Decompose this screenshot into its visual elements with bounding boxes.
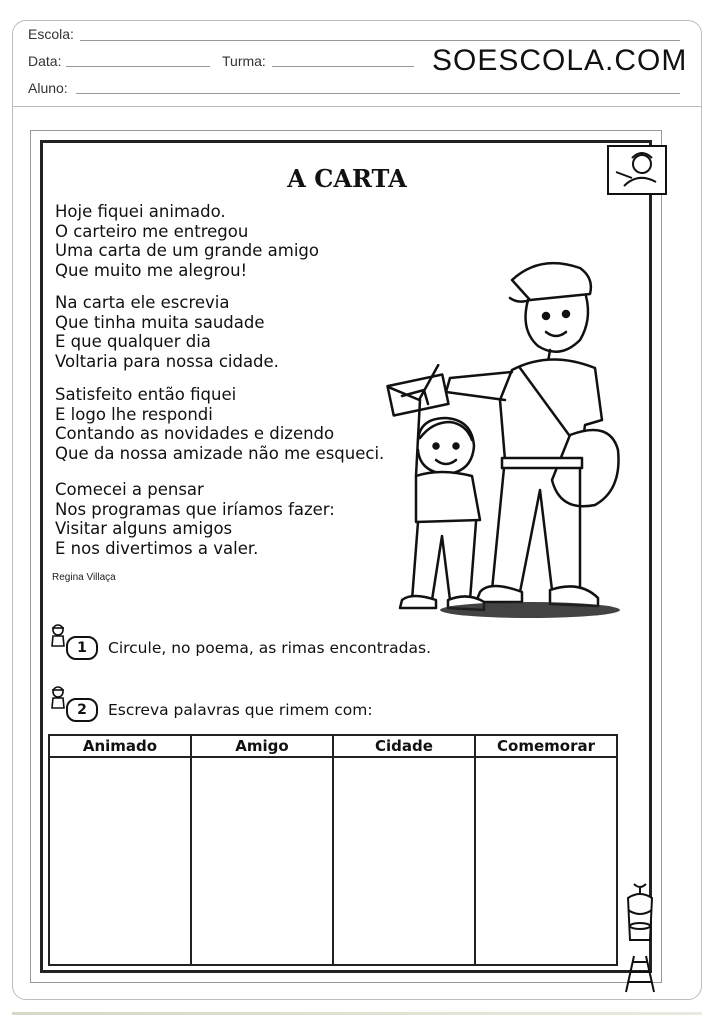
page-bottom-edge (12, 1012, 702, 1015)
poem-line: Que muito me alegrou! (55, 260, 248, 280)
mascot-icon (48, 622, 68, 648)
poem-line: Hoje fiquei animado. (55, 202, 226, 221)
poem-title: A CARTA (287, 164, 407, 193)
table-header-amigo: Amigo (192, 736, 334, 758)
answer-cell-animado[interactable] (50, 758, 192, 964)
poem-line: E logo lhe respondi (55, 404, 213, 424)
header-divider (12, 106, 702, 107)
question-2-text: Escreva palavras que rimem com: (108, 701, 373, 719)
stanza-1 (55, 202, 319, 280)
poem-line: Na carta ele escrevia (55, 293, 230, 312)
class-label: Turma: (222, 53, 266, 69)
boy-peeking-icon (604, 142, 670, 198)
stanza-3 (55, 385, 384, 463)
answer-cell-cidade[interactable] (334, 758, 476, 964)
class-field[interactable] (272, 66, 414, 67)
postman-with-boy-illustration (380, 250, 625, 630)
brand-logo: SOESCOLA.COM (432, 44, 688, 77)
question-1-number: 1 (66, 636, 98, 660)
poem-line: Que tinha muita saudade (55, 312, 265, 332)
poem-line: Comecei a pensar (55, 480, 204, 499)
date-label: Data: (28, 53, 62, 69)
poem-line: Que da nossa amizade não me esqueci. (55, 443, 385, 463)
school-field[interactable] (80, 40, 680, 41)
poem-author: Regina Villaça (52, 572, 116, 583)
date-field[interactable] (66, 66, 210, 67)
student-field[interactable] (76, 93, 680, 94)
stanza-2 (55, 293, 279, 371)
paint-bucket-icon (620, 880, 660, 950)
poem-line: E que qualquer dia (55, 332, 211, 351)
rhyme-table (48, 734, 618, 966)
poem-line: O carteiro me entregou (55, 221, 249, 241)
student-label: Aluno: (28, 80, 68, 96)
poem-line: Contando as novidades e dizendo (55, 424, 335, 443)
school-label: Escola: (28, 26, 74, 42)
answer-cell-amigo[interactable] (192, 758, 334, 964)
question-2 (50, 698, 373, 722)
table-header-cidade: Cidade (334, 736, 476, 758)
poem-line: Satisfeito então fiquei (55, 385, 237, 404)
table-header-animado: Animado (50, 736, 192, 758)
poem-line: Uma carta de um grande amigo (55, 241, 319, 260)
stanza-4 (55, 480, 335, 558)
ladder-icon (618, 952, 662, 994)
answer-cell-comemorar[interactable] (476, 758, 616, 964)
poem-line: Voltaria para nossa cidade. (55, 351, 279, 371)
question-1-text: Circule, no poema, as rimas encontradas. (108, 639, 432, 657)
poem-line: E nos divertimos a valer. (55, 538, 259, 558)
table-header-comemorar: Comemorar (476, 736, 616, 758)
question-1 (50, 636, 431, 660)
mascot-icon (48, 684, 68, 710)
poem-line: Nos programas que iríamos fazer: (55, 499, 335, 519)
poem-line: Visitar alguns amigos (55, 519, 233, 538)
question-2-number: 2 (66, 698, 98, 722)
